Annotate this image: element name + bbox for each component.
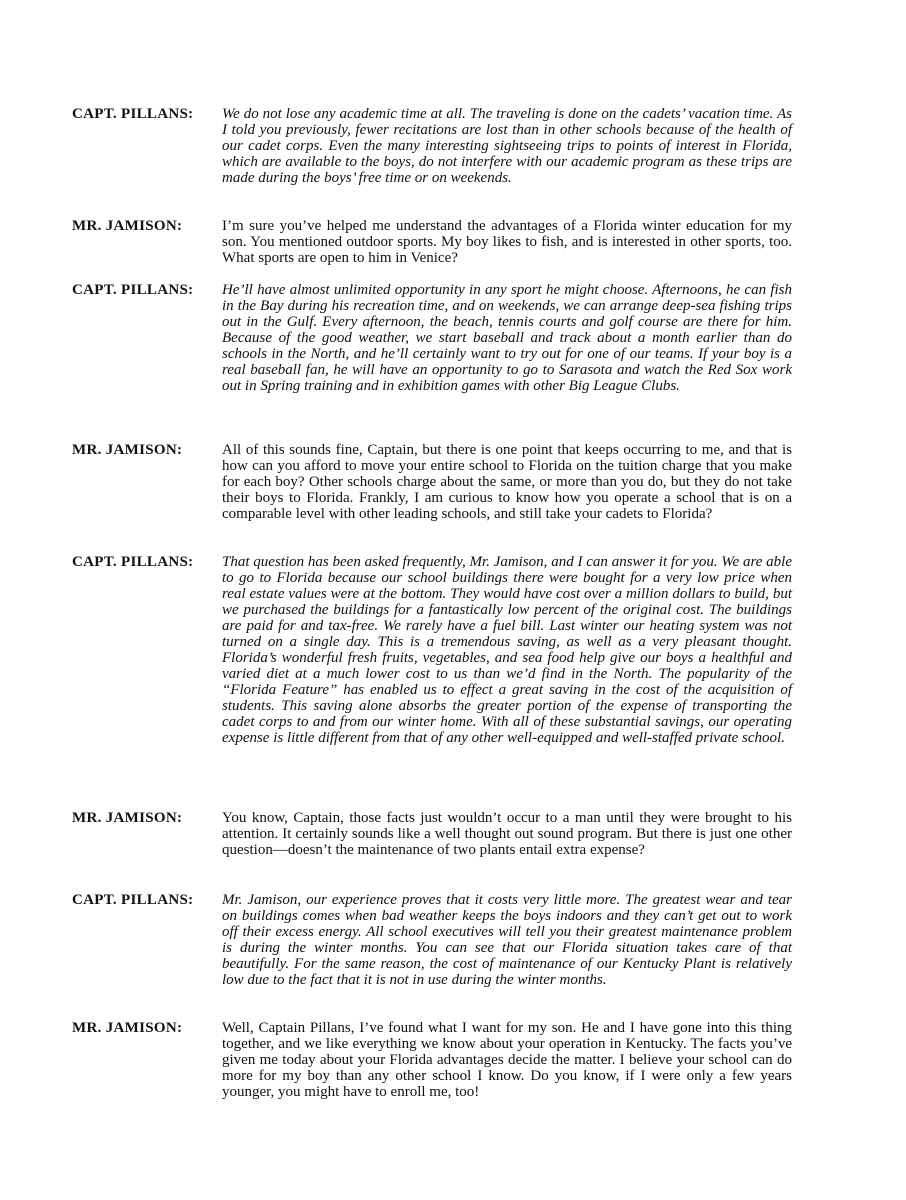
speech-text: Mr. Jamison, our experience proves that it costs very little more. The greatest wear and tear on buildings comes when bad weather keeps the boys indoors and they can’t get out to work off their excess energy. All school executives will tell you their greatest maintenance problem is during the winter months. You can see that our Florida situation takes care of that beautifully. For the same reason, the cost of maintenance of our Kentucky Plant is relatively low due to the fact that it is not in use during the winter months. <box>222 892 792 988</box>
speech-text: That question has been asked frequently, Mr. Jamison, and I can answer it for you. We are able to go to Florida because our school buildings there were bought for a very low price when real estate values were at the bottom. They would have cost over a million dollars to build, but we purchased the buildings for a fantastically low percent of the original cost. The buildings are paid for and tax-free. We rarely have a fuel bill. Last winter our heating system was not turned on a single day. This is a tremendous saving, as well as a very pleasant thought. Florida’s wonderful fresh fruits, vegetables, and sea food help give our boys a healthful and varied diet at a much lower cost to us than we’d find in the North. The popularity of the “Florida Feature” has enabled us to effect a great saving in the cost of the acquisition of students. This saving alone absorbs the greater portion of the expense of transporting the cadet corps to and from our winter home. With all of these substantial savings, our operating expense is little different from that of any other well-equipped and well-staffed private school. <box>222 554 792 746</box>
speech-text: All of this sounds fine, Captain, but there is one point that keeps occurring to me, and that is how can you afford to move your entire school to Florida on the tuition charge that you make for each boy? Other schools charge about the same, or more than you do, but they do not take their boys to Florida. Frankly, I am curious to know how you operate a school that is on a comparable level with other leading schools, and still take your cadets to Florida? <box>222 442 792 522</box>
speech-text: I’m sure you’ve helped me understand the advantages of a Florida winter education for my son. You mentioned outdoor sports. My boy likes to fish, and is interested in other sports, too. What sports are open to him in Venice? <box>222 218 792 266</box>
speaker-name: CAPT. PILLANS: <box>72 554 194 570</box>
speech-text: We do not lose any academic time at all. The traveling is done on the cadets’ vacation time. As I told you previously, fewer recitations are lost than in other schools because of the health of our cadet corps. Even the many interesting sightseeing trips to points of interest in Florida, which are available to the boys, do not interfere with our academic program as these trips are made during the boys’ free time or on weekends. <box>222 106 792 186</box>
speaker-name: CAPT. PILLANS: <box>72 282 194 298</box>
speaker-name: MR. JAMISON: <box>72 810 183 826</box>
speech-text: He’ll have almost unlimited opportunity in any sport he might choose. Afternoons, he can fish in the Bay during his recreation time, and on weekends, we can arrange deep-sea fishing trips out in the Gulf. Every afternoon, the beach, tennis courts and golf course are there for him. Because of the good weather, we start baseball and track about a month earlier than do schools in the North, and he’ll certainly want to try out for one of our teams. If your boy is a real baseball fan, he will have an opportunity to go to Sarasota and watch the Red Sox work out in Spring training and in exhibition games with other Big League Clubs. <box>222 282 792 394</box>
speaker-name: CAPT. PILLANS: <box>72 106 194 122</box>
speaker-name: CAPT. PILLANS: <box>72 892 194 908</box>
speaker-name: MR. JAMISON: <box>72 442 183 458</box>
speaker-name: MR. JAMISON: <box>72 1020 183 1036</box>
speech-text: You know, Captain, those facts just wouldn’t occur to a man until they were brought to his attention. It certainly sounds like a well thought out sound program. But there is just one other question—doesn’t the maintenance of two plants entail extra expense? <box>222 810 792 858</box>
speaker-name: MR. JAMISON: <box>72 218 183 234</box>
speech-text: Well, Captain Pillans, I’ve found what I want for my son. He and I have gone into this thing together, and we like everything we know about your operation in Kentucky. The facts you’ve given me today about your Florida advantages decide the matter. I believe your school can do more for my boy than any other school I know. Do you know, if I were only a few years younger, you might have to enroll me, too! <box>222 1020 792 1100</box>
